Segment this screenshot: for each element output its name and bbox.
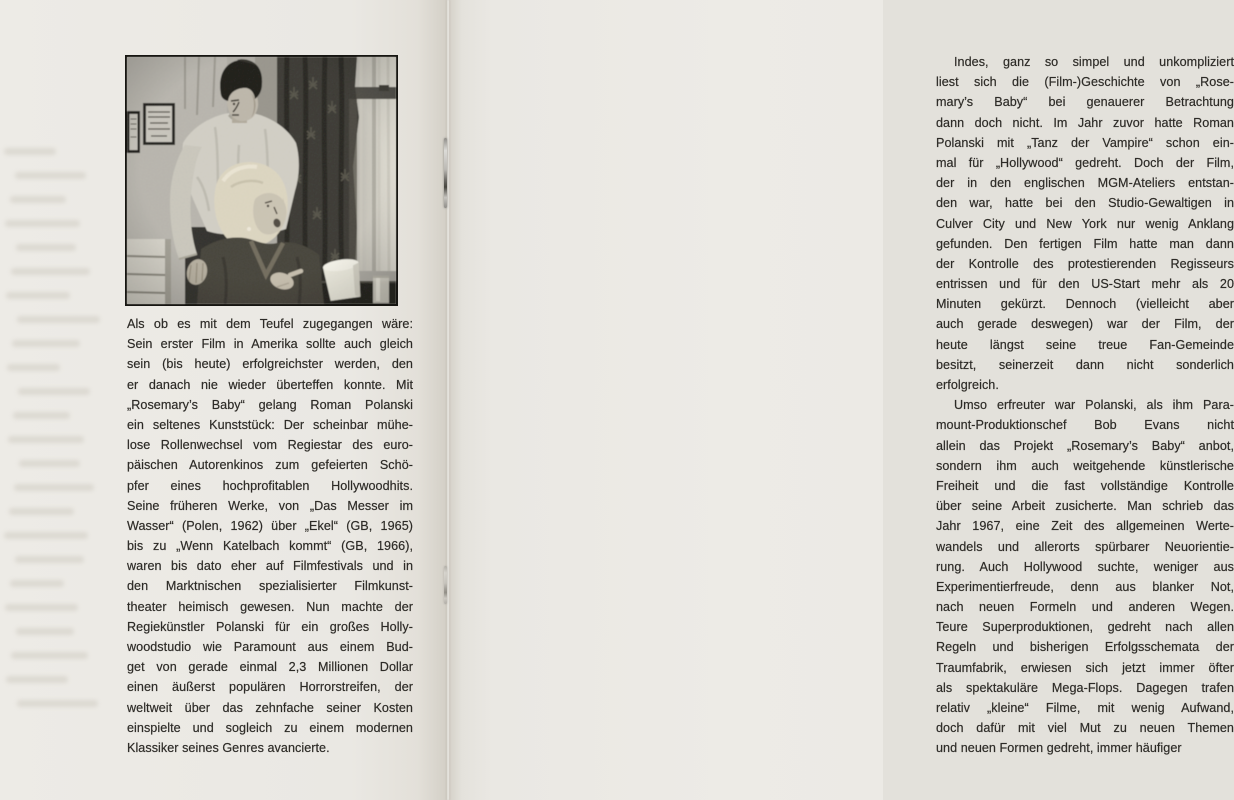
staple [444, 138, 447, 208]
bleed-through-line [6, 292, 70, 299]
text-line: einen äußerst populären Horrorstreifen, der [127, 680, 413, 695]
text-line: weltweit über das zehnfache seiner Kosten [127, 700, 413, 715]
text-line: Indes, ganz so simpel und unkompliziert [954, 55, 1234, 69]
text-line: gefunden. Den fertigen Film hatte man dann [936, 236, 1234, 251]
text-line: heute längst seine treue Fan-Gemeinde [936, 337, 1234, 352]
text-line: den Marktnischen spezialisierter Filmkunst- [127, 579, 413, 594]
text-line: mount-Produktionschef Bob Evans nicht [936, 418, 1234, 433]
staple-lower [444, 566, 447, 604]
text-line: als spektakuläre Mega-Flops. Dagegen trafen [936, 680, 1234, 695]
bleed-through-line [5, 220, 80, 227]
bleed-through-line [19, 460, 80, 467]
bleed-through-line [16, 244, 76, 251]
bleed-through-line [8, 436, 84, 443]
bleed-through-texture [4, 148, 92, 738]
text-line: mal für „Hollywood“ gedreht. Doch der Film, [936, 155, 1234, 170]
text-line: theater heimisch gewesen. Nun machte der [127, 599, 413, 614]
text-line: wandels und allerorts spürbarer Neuorientie- [936, 539, 1234, 554]
bleed-through-line [10, 580, 64, 587]
text-line: sein (bis heute) erfolgreichster werden, den [127, 357, 413, 372]
text-line: Sein erster Film in Amerika sollte auch gleich [127, 337, 413, 352]
text-line: Polanski mit „Tanz der Vampire“ schon ein- [936, 135, 1234, 150]
right-page-text [936, 52, 1234, 759]
bleed-through-line [10, 196, 66, 203]
text-line: Minuten gekürzt. Dennoch (vielleicht aber [936, 297, 1234, 312]
bleed-through-line [9, 508, 74, 515]
text-line: „Rosemary’s Baby“ gelang Roman Polanski [127, 397, 413, 412]
bleed-through-line [15, 556, 84, 563]
bleed-through-line [15, 172, 86, 179]
text-line: Experimentierfreude, denn aus blanker Not, [936, 579, 1234, 594]
text-line: woodstudio wie Paramount aus einem Bud- [127, 640, 413, 654]
bleed-through-line [11, 652, 88, 659]
text-line: pfer eines hochprofitablen Hollywoodhits. [127, 478, 413, 493]
text-line: den war, hatte bei den Studio-Gewaltigen in [936, 196, 1234, 211]
text-line: er danach nie wieder überteffen konnte. Mit [127, 377, 413, 392]
film-still-graphic [127, 57, 396, 304]
right-page-paragraph-1 [936, 52, 1234, 395]
text-line: liest sich die (Film-)Geschichte von „Rose- [936, 75, 1234, 90]
text-line: get von gerade einmal 2,3 Millionen Dollar [127, 660, 413, 675]
bleed-through-line [14, 484, 94, 491]
text-line: über seine Arbeit zusicherte. Man schrieb das [936, 499, 1234, 514]
text-line: und neuen Formen gedreht, immer häufiger [936, 741, 1182, 756]
page-gutter-fold [446, 0, 450, 800]
text-line: Als ob es mit dem Teufel zugegangen wäre: [127, 317, 413, 331]
text-line: besitzt, seinerzeit dann nicht sonderlich [936, 357, 1234, 372]
text-line: entrissen und für den US-Start mehr als 20 [936, 277, 1234, 292]
bleed-through-line [4, 532, 88, 539]
text-line: relativ „kleine“ Filme, mit wenig Aufwand, [936, 701, 1234, 715]
bleed-through-line [16, 628, 74, 635]
left-page-paragraph [127, 314, 413, 758]
text-line: Regiekünstler Polanski für ein großes Holly- [127, 619, 413, 634]
text-line: Klassiker seines Genres avancierte. [127, 740, 330, 755]
bleed-through-line [11, 268, 90, 275]
right-page-paragraph-2 [936, 395, 1234, 758]
bleed-through-line [17, 316, 100, 323]
text-line: mary’s Baby“ bei genauerer Betrachtung [936, 95, 1234, 110]
text-line: Regeln und bisherigen Erfolgsschemata der [936, 640, 1234, 655]
text-line: rung. Auch Hollywood suchte, weniger aus [936, 559, 1234, 574]
bleed-through-line [17, 700, 98, 707]
right-page [449, 0, 1234, 800]
text-line: einspielte und sogleich zu einem modernen [127, 720, 413, 735]
text-line: Umso erfreuter war Polanski, als ihm Para- [954, 398, 1234, 413]
text-line: Seine früheren Werke, von „Das Messer im [127, 498, 413, 513]
text-line: auch gerade deswegen) war der Film, der [936, 317, 1234, 332]
text-line: erfolgreich. [936, 378, 999, 392]
bleed-through-line [5, 604, 78, 611]
text-line: waren bis dato eher auf Filmfestivals und in [127, 559, 413, 574]
text-line: päischen Autorenkinos zum gefeierten Schö- [127, 458, 413, 473]
text-line: der in den englischen MGM-Ateliers entstan- [936, 176, 1234, 191]
bleed-through-line [12, 340, 80, 347]
bleed-through-line [6, 676, 68, 683]
text-line: Traumfabrik, erwiesen sich jetzt immer öfter [936, 660, 1234, 675]
text-line: Wasser“ (Polen, 1962) über „Ekel“ (GB, 1965) [127, 518, 413, 533]
text-line: sondern ihm auch weitgehende künstlerische [936, 458, 1234, 473]
text-line: Freiheit und die fast vollständige Kontrolle [936, 478, 1234, 493]
text-line: Culver City und New York nur wenig Anklang [936, 216, 1234, 231]
bleed-through-line [7, 364, 60, 371]
text-line: doch dafür mit viel Mut zu neuen Themen [936, 721, 1234, 736]
text-line: allein das Projekt „Rosemary’s Baby“ anbot, [936, 438, 1234, 453]
text-line: bis zu „Wenn Katelbach kommt“ (GB, 1966), [127, 539, 413, 554]
film-still-photo [125, 55, 398, 306]
text-line: der Kontrolle des protestierenden Regisseurs [936, 256, 1234, 271]
text-line: lose Rollenwechsel vom Regiestar des euro- [127, 438, 413, 453]
text-line: dann doch nicht. Im Jahr zuvor hatte Roman [936, 115, 1234, 130]
bleed-through-line [4, 148, 56, 155]
text-line: ein seltenes Kunststück: Der scheinbar mühe- [127, 417, 413, 432]
bleed-through-line [18, 388, 90, 395]
text-line: Jahr 1967, eine Zeit des allgemeinen Werte- [936, 519, 1234, 534]
left-page [0, 0, 449, 800]
bleed-through-line [13, 412, 70, 419]
text-line: Teure Superproduktionen, gedreht nach allen [936, 620, 1234, 635]
text-line: nach neuen Formeln und anderen Wegen. [936, 600, 1234, 615]
